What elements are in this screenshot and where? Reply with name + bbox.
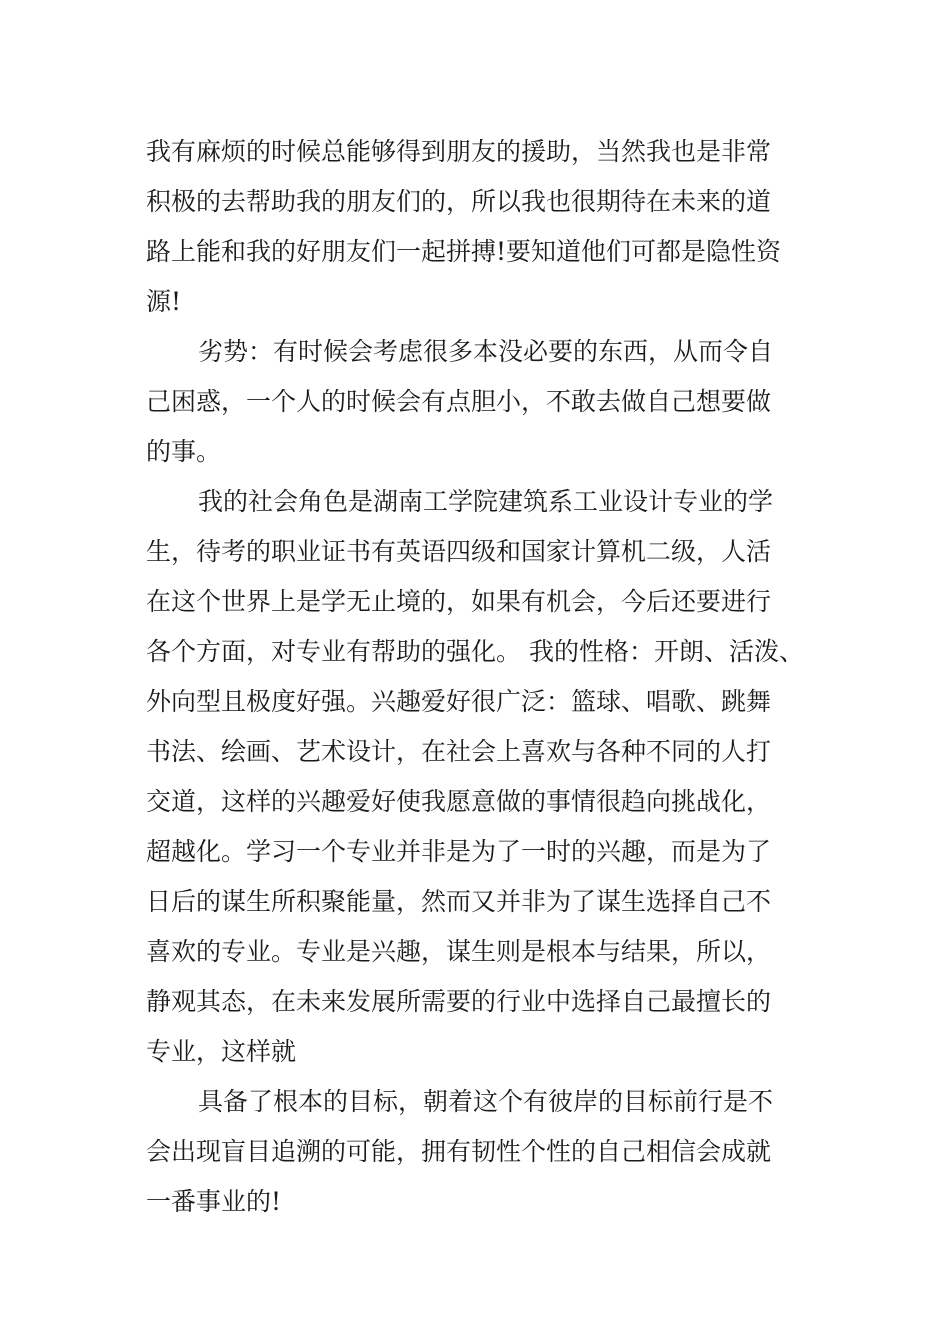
text-line: 专业，这样就 bbox=[146, 1037, 297, 1066]
text-line: 生，待考的职业证书有英语四级和国家计算机二级，人活 bbox=[146, 537, 772, 566]
text-line: 我有麻烦的时候总能够得到朋友的援助，当然我也是非常 bbox=[146, 137, 772, 166]
text-line: 在这个世界上是学无止境的，如果有机会，今后还要进行 bbox=[146, 587, 772, 616]
paragraph-first-line: 具备了根本的目标，朝着这个有彼岸的目标前行是不 bbox=[198, 1087, 774, 1116]
text-line: 交道，这样的兴趣爱好使我愿意做的事情很趋向挑战化， bbox=[146, 787, 772, 816]
text-line: 日后的谋生所积聚能量，然而又并非为了谋生选择自己不 bbox=[146, 887, 772, 916]
text-line: 会出现盲目追溯的可能，拥有韧性个性的自己相信会成就 bbox=[146, 1137, 772, 1166]
text-line: 一番事业的! bbox=[146, 1187, 282, 1216]
text-line: 各个方面，对专业有帮助的强化。 我的性格：开朗、活泼、 bbox=[146, 637, 804, 666]
text-line: 超越化。学习一个专业并非是为了一时的兴趣，而是为了 bbox=[146, 837, 772, 866]
text-line: 积极的去帮助我的朋友们的，所以我也很期待在未来的道 bbox=[146, 187, 772, 216]
body-text bbox=[146, 127, 836, 1227]
text-line: 书法、绘画、艺术设计，在社会上喜欢与各种不同的人打 bbox=[146, 737, 772, 766]
text-line: 静观其态，在未来发展所需要的行业中选择自己最擅长的 bbox=[146, 987, 772, 1016]
text-line: 外向型且极度好强。兴趣爱好很广泛：篮球、唱歌、跳舞 bbox=[146, 687, 772, 716]
text-line: 源! bbox=[146, 287, 182, 316]
text-line: 己困惑，一个人的时候会有点胆小，不敢去做自己想要做 bbox=[146, 387, 772, 416]
paragraph-first-line: 我的社会角色是湖南工学院建筑系工业设计专业的学 bbox=[198, 487, 774, 516]
paragraph-first-line: 劣势：有时候会考虑很多本没必要的东西，从而令自 bbox=[198, 337, 774, 366]
text-line: 的事。 bbox=[146, 437, 222, 466]
text-line: 路上能和我的好朋友们一起拼搏!要知道他们可都是隐性资 bbox=[146, 237, 782, 266]
text-line: 喜欢的专业。专业是兴趣，谋生则是根本与结果，所以， bbox=[146, 937, 772, 966]
